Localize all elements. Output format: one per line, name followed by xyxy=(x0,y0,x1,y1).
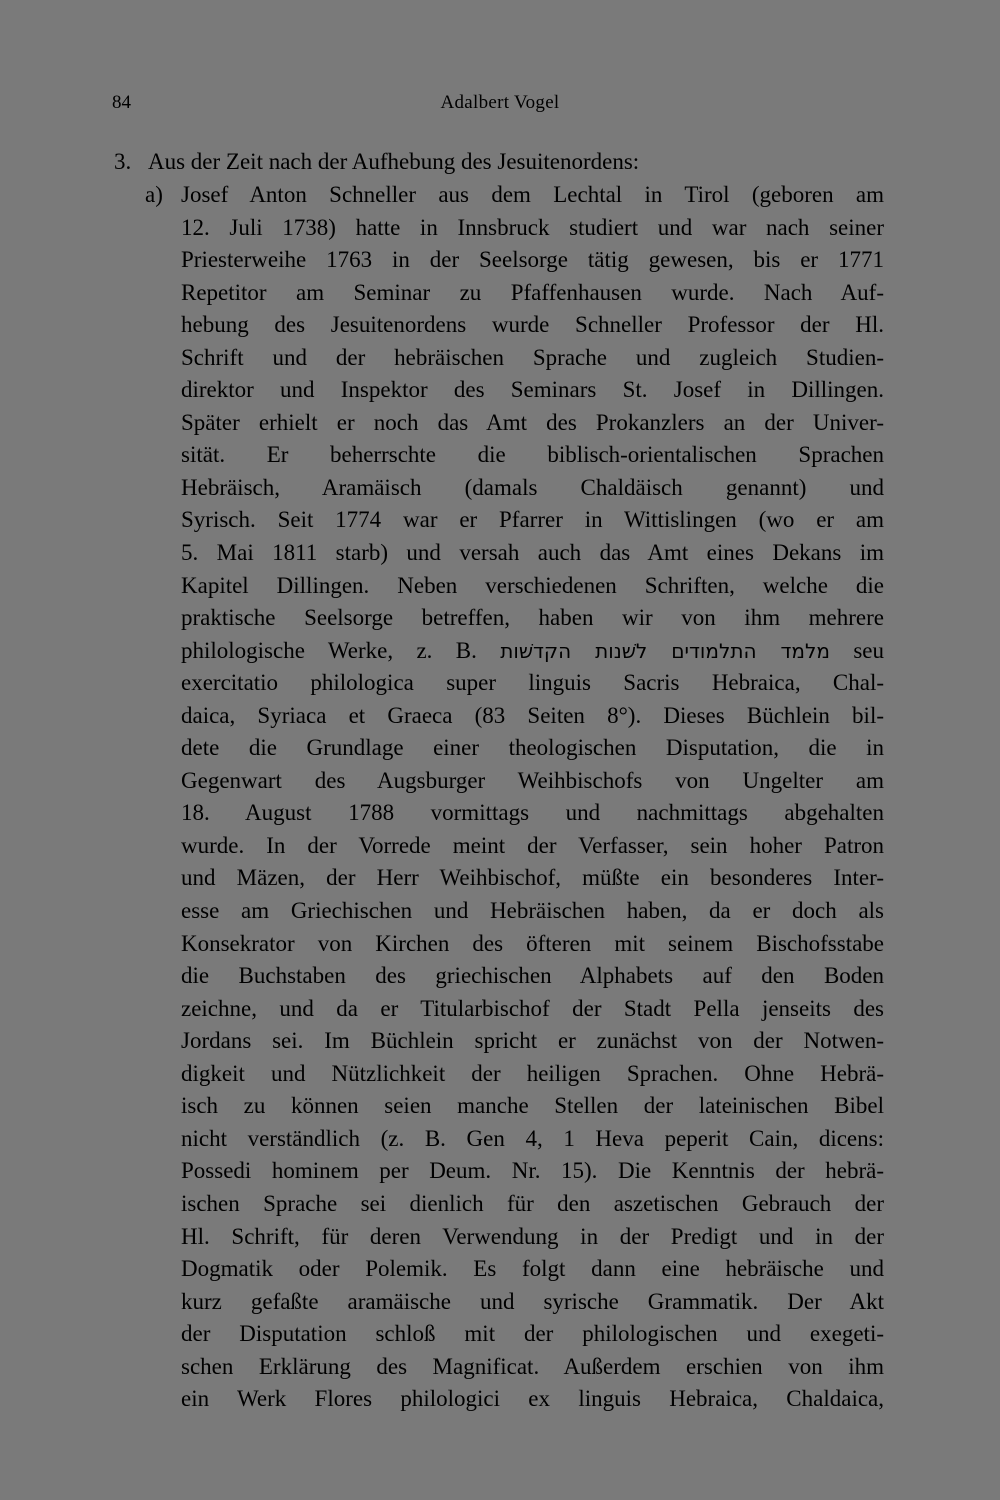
text-segment: philologische Werke, z. B. xyxy=(181,637,477,663)
text-line: ein Werk Flores philologici ex linguis Hebraica, Chaldaica, xyxy=(181,1386,884,1412)
text-line: 12. Juli 1738) hatte in Innsbruck studiert und war nach seiner xyxy=(181,214,884,240)
text-segment: seu xyxy=(853,637,885,663)
text-line: Syrisch. Seit 1774 war er Pfarrer in Wittislingen (wo er am xyxy=(181,507,884,533)
text-line: die Buchstaben des griechischen Alphabets auf den Boden xyxy=(181,963,884,989)
running-head: Adalbert Vogel xyxy=(440,92,560,113)
text-line: Jordans sei. Im Büchlein spricht er zunächst von der Notwen- xyxy=(181,1028,884,1054)
text-line: Dogmatik oder Polemik. Es folgt dann eine hebräische und xyxy=(181,1256,884,1282)
text-line: Schrift und der hebräischen Sprache und zugleich Studien- xyxy=(181,344,884,370)
text-line: nicht verständlich (z. B. Gen 4, 1 Heva peperit Cain, dicens: xyxy=(181,1125,884,1151)
text-line: schen Erklärung des Magnificat. Außerdem erschien von ihm xyxy=(181,1353,884,1379)
subsection-marker: a) xyxy=(145,182,163,207)
text-line: direktor und Inspektor des Seminars St. Josef in Dillingen. xyxy=(181,377,884,403)
text-line: digkeit und Nützlichkeit der heiligen Sprachen. Ohne Hebrä- xyxy=(181,1060,884,1086)
text-line: wurde. In der Vorrede meint der Verfasser, sein hoher Patron xyxy=(181,832,884,858)
hebrew-title: מלמד התלמודים לשׁנות הקדשׁות xyxy=(500,638,830,663)
text-line: ischen Sprache sei dienlich für den aszetischen Gebrauch der xyxy=(181,1190,884,1216)
text-line: Hebräisch, Aramäisch (damals Chaldäisch genannt) und xyxy=(181,474,884,500)
body-text xyxy=(181,179,884,1416)
text-line: isch zu können seien manche Stellen der lateinischen Bibel xyxy=(181,1093,884,1119)
text-line: Hl. Schrift, für deren Verwendung in der Predigt und in der xyxy=(181,1223,884,1249)
text-line: der Disputation schloß mit der philologischen und exegeti- xyxy=(181,1321,884,1347)
text-line: Priesterweihe 1763 in der Seelsorge tätig gewesen, bis er 1771 xyxy=(181,247,884,273)
text-line: kurz gefaßte aramäische und syrische Grammatik. Der Akt xyxy=(181,1288,884,1314)
text-line: Possedi hominem per Deum. Nr. 15). Die Kenntnis der hebrä- xyxy=(181,1158,884,1184)
text-line: praktische Seelsorge betreffen, haben wir von ihm mehrere xyxy=(181,605,884,631)
text-line: Später erhielt er noch das Amt des Prokanzlers an der Univer- xyxy=(181,409,884,435)
paragraph-lines xyxy=(181,179,884,635)
page-number: 84 xyxy=(112,92,131,113)
text-line: hebung des Jesuitenordens wurde Schneller Professor der Hl. xyxy=(181,312,884,338)
text-line: dete die Grundlage einer theologischen Disputation, die in xyxy=(181,735,884,761)
text-line: sität. Er beherrschte die biblisch-orientalischen Sprachen xyxy=(181,442,884,468)
text-line: Repetitor am Seminar zu Pfaffenhausen wurde. Nach Auf- xyxy=(181,279,884,305)
text-line: daica, Syriaca et Graeca (83 Seiten 8°). Dieses Büchlein bil- xyxy=(181,702,884,728)
text-line: Konsekrator von Kirchen des öfteren mit seinem Bischofsstabe xyxy=(181,930,884,956)
section-heading-text: Aus der Zeit nach der Aufhebung des Jesuitenordens: xyxy=(148,149,640,174)
text-line: zeichne, und da er Titularbischof der Stadt Pella jenseits des xyxy=(181,995,884,1021)
text-line: 5. Mai 1811 starb) und versah auch das Amt eines Dekans im xyxy=(181,540,884,566)
text-line-with-hebrew xyxy=(181,635,884,668)
text-line: 18. August 1788 vormittags und nachmittags abgehalten xyxy=(181,800,884,826)
text-line: Gegenwart des Augsburger Weihbischofs von Ungelter am xyxy=(181,767,884,793)
text-line: Josef Anton Schneller aus dem Lechtal in Tirol (geboren am xyxy=(181,182,884,207)
section-heading xyxy=(114,146,639,179)
paragraph-lines xyxy=(181,667,884,1416)
text-line: und Mäzen, der Herr Weihbischof, müßte ein besonderes Inter- xyxy=(181,865,884,891)
section-number: 3. xyxy=(114,149,132,174)
text-line: esse am Griechischen und Hebräischen haben, da er doch als xyxy=(181,898,884,924)
text-line: Kapitel Dillingen. Neben verschiedenen Schriften, welche die xyxy=(181,572,884,598)
text-line: exercitatio philologica super linguis Sacris Hebraica, Chal- xyxy=(181,670,884,696)
